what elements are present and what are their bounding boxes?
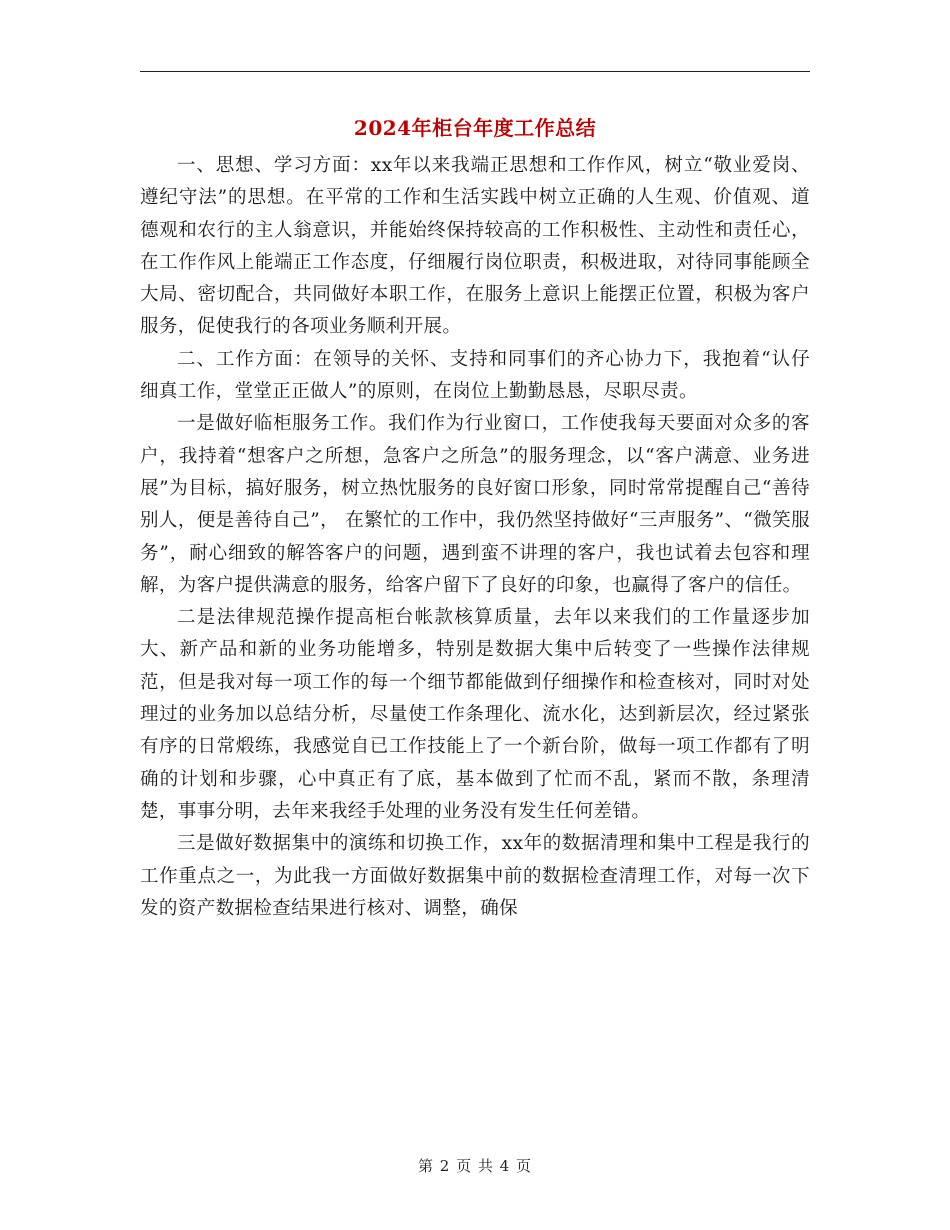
paragraph-counter-service: 一是做好临柜服务工作。我们作为行业窗口，工作使我每天要面对众多的客户，我持着“想客户之所想，急客户之所急”的服务理念，以“客户满意、业务进展”为目标，搞好服务，树立热忱服务的良好窗口形象，同时常常提醒自己“善待别人，便是善待自己”， 在繁忙的工作中，我仍然坚持做好“三声服务”、“微笑服务”，耐心细致的解答客户的问题，遇到蛮不讲理的客户，我也试着去包容和理解，为客户提供满意的服务，给客户留下了良好的印象，也赢得了客户的信任。 (140, 413, 810, 596)
paragraph-thought-study: 一、思想、学习方面：xx年以来我端正思想和工作作风，树立“敬业爱岗、遵纪守法”的思想。在平常的工作和生活实践中树立正确的人生观、价值观、道德观和农行的主人翁意识，并能始终保持较高的工作积极性、主动性和责任心，在工作作风上能端正工作态度，仔细履行岗位职责，积极进取，对待同事能顾全大局、密切配合，共同做好本职工作，在服务上意识上能摆正位置，积极为客户服务，促使我行的各项业务顺利开展。 (140, 155, 810, 338)
paragraph-data-centralization: 三是做好数据集中的演练和切换工作，xx年的数据清理和集中工程是我行的工作重点之一，为此我一方面做好数据集中前的数据检查清理工作，对每一次下发的资产数据检查结果进行核对、调整，确保 (140, 833, 810, 919)
document-body (140, 150, 810, 925)
paragraph-accounting-quality: 二是法律规范操作提高柜台帐款核算质量，去年以来我们的工作量逐步加大、新产品和新的业务功能增多，特别是数据大集中后转变了一些操作法律规范，但是我对每一项工作的每一个细节都能做到仔细操作和检查核对，同时对处理过的业务加以总结分析，尽量使工作条理化、流水化，达到新层次，经过紧张有序的日常煅练，我感觉自已工作技能上了一个新台阶，做每一项工作都有了明确的计划和步骤，心中真正有了底，基本做到了忙而不乱，紧而不散，条理清楚，事事分明，去年来我经手处理的业务没有发生任何差错。 (140, 607, 810, 822)
paragraph-work-overview: 二、工作方面：在领导的关怀、支持和同事们的齐心协力下，我抱着“认仔细真工作，堂堂正正做人”的原则，在岗位上勤勤恳恳，尽职尽责。 (140, 348, 810, 403)
header-rule (140, 71, 810, 72)
page-footer: 第 2 页 共 4 页 (418, 1157, 532, 1175)
document-title: 2024年柜台年度工作总结 (353, 116, 597, 140)
